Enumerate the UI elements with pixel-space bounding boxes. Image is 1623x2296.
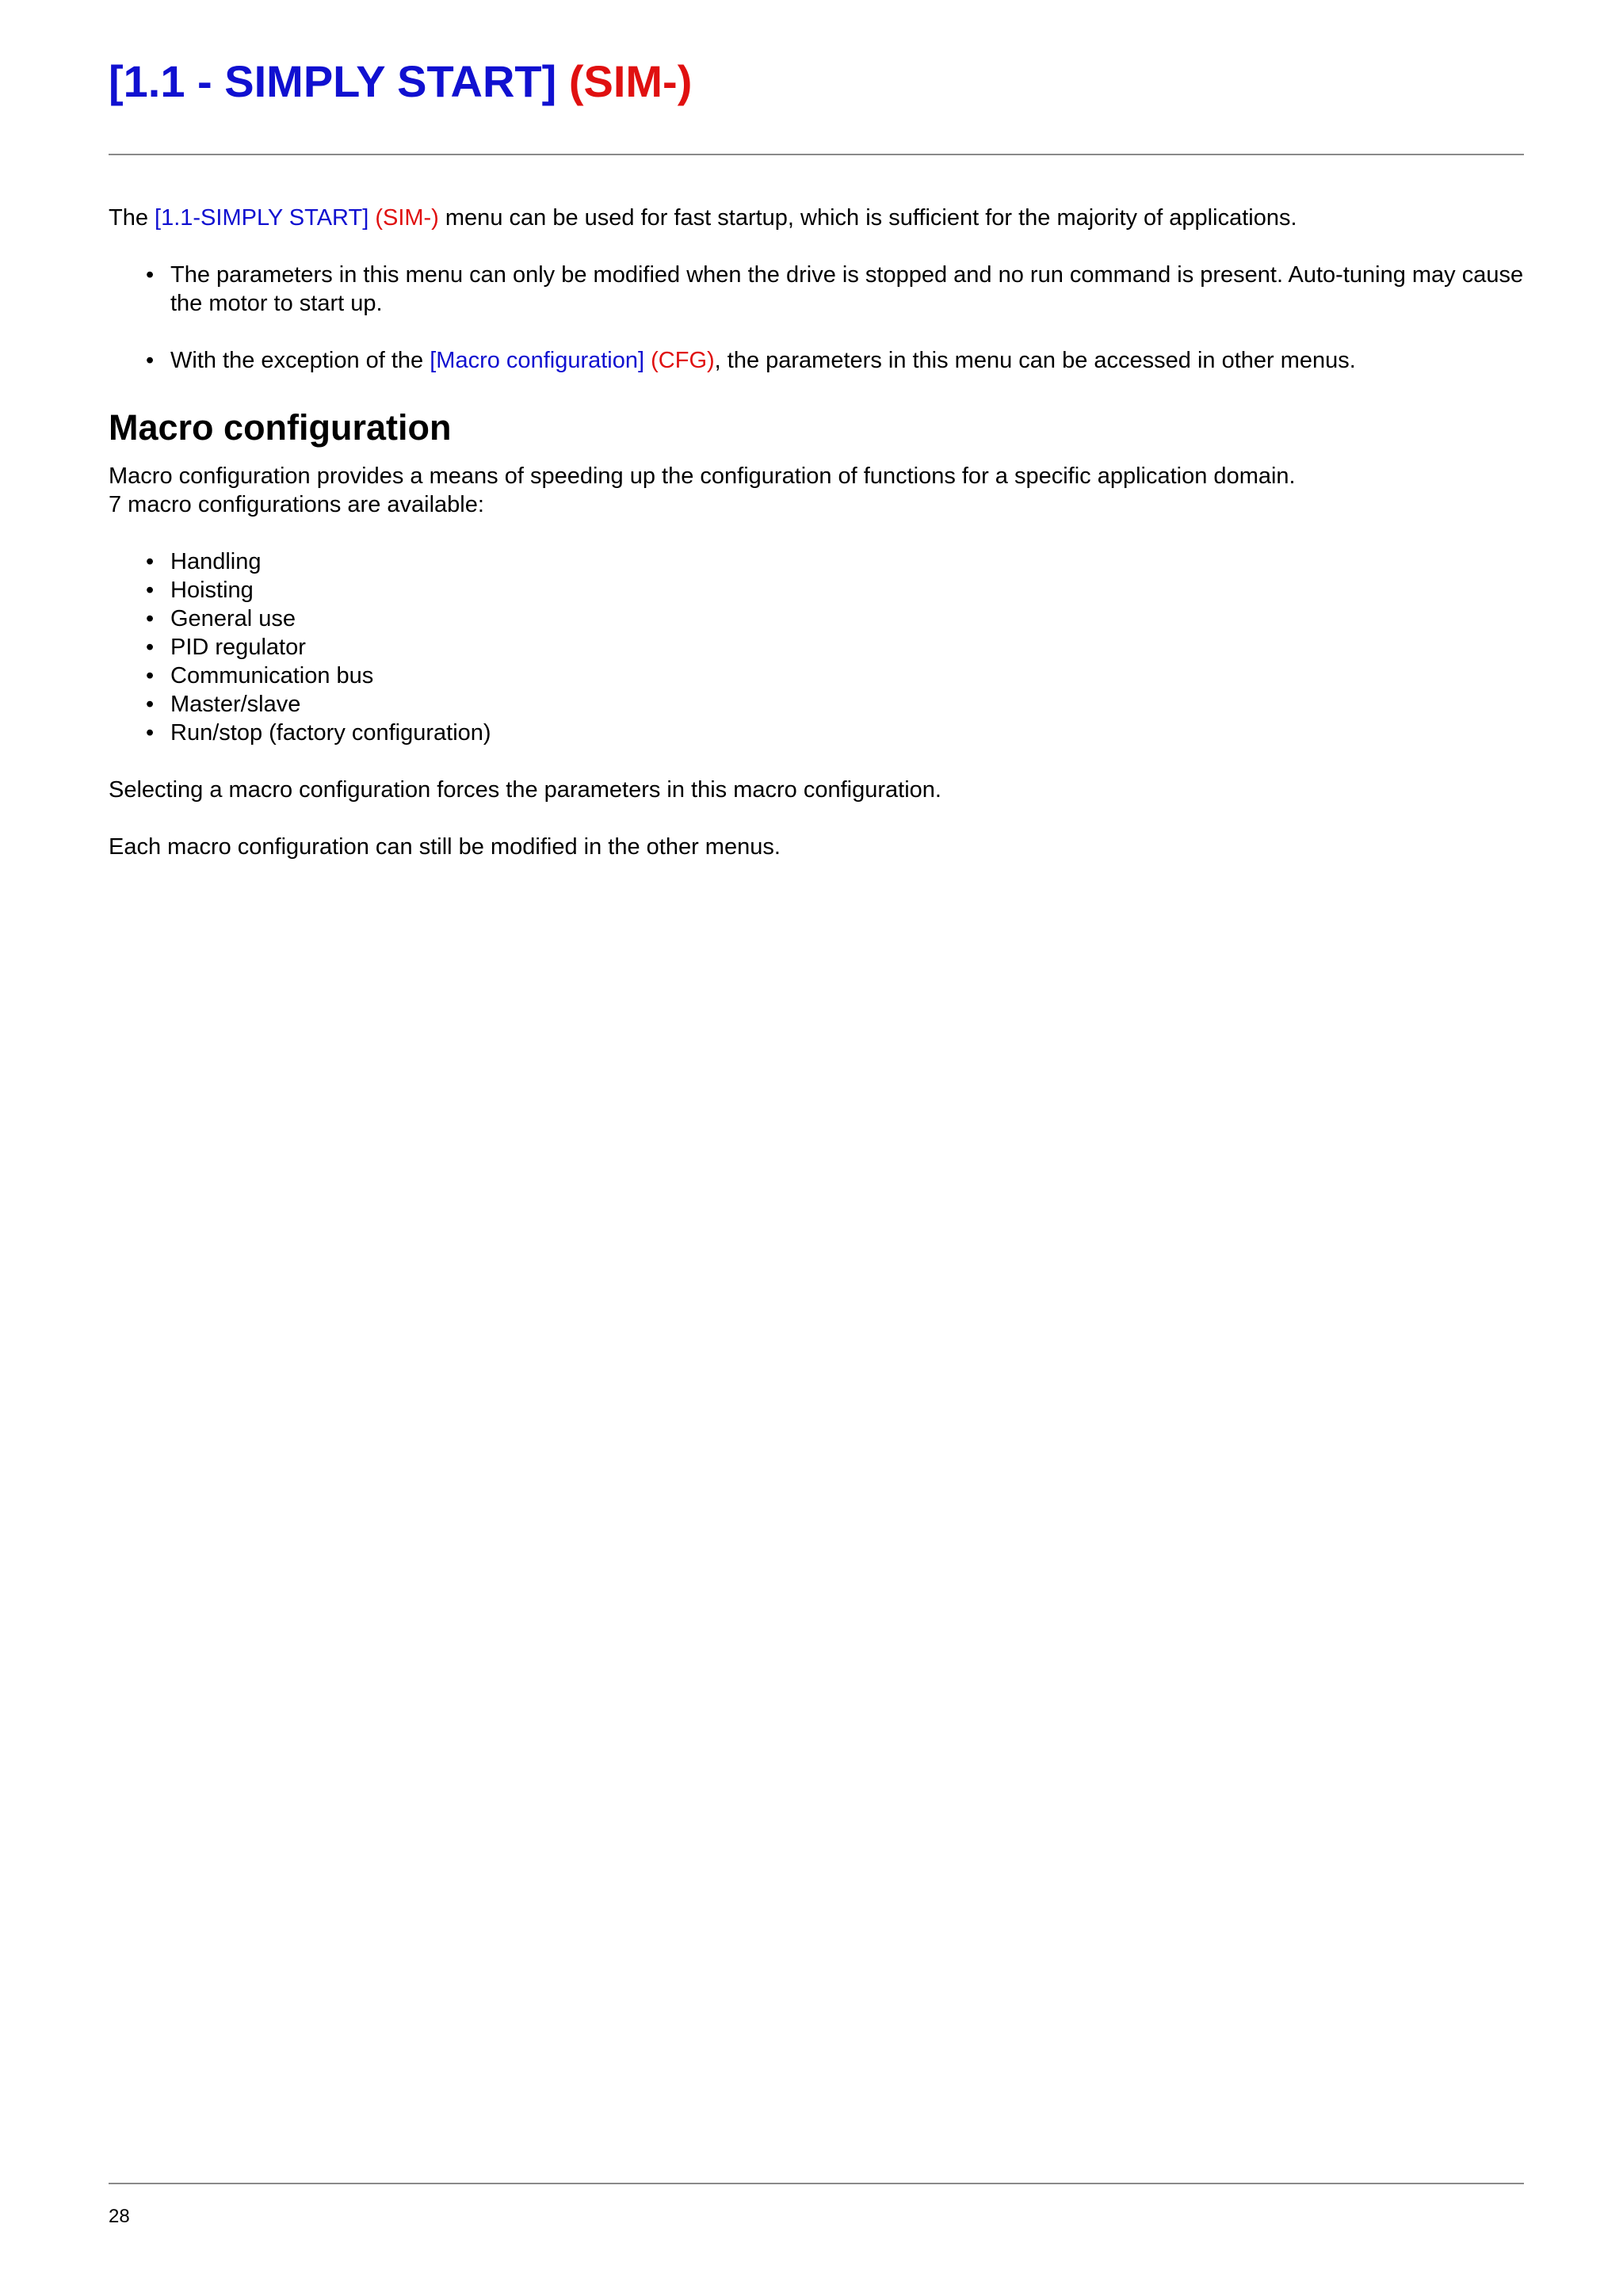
- page-content: [109, 204, 1524, 861]
- list-item: [109, 547, 1524, 576]
- bullet-glyph: •: [146, 635, 155, 660]
- page-title: [109, 54, 692, 109]
- section-description-line2: 7 macro configurations are available:: [109, 492, 484, 517]
- list-item: [109, 633, 1524, 662]
- note-param-code: (CFG): [651, 348, 715, 373]
- macro-list: [109, 547, 1524, 747]
- macro-item-label: PID regulator: [170, 635, 306, 660]
- list-item: [109, 605, 1524, 633]
- list-item: [109, 719, 1524, 747]
- page-title-menu: [1.1 - SIMPLY START]: [109, 56, 557, 106]
- note-modification-text: The parameters in this menu can only be modified when the drive is stopped and no run command is present. Auto-tuning may cause the motor to start up.: [170, 262, 1524, 316]
- macro-item-label: Communication bus: [170, 663, 374, 688]
- intro-prefix: The: [109, 205, 155, 231]
- header-divider: [109, 154, 1524, 155]
- forces-paragraph: Selecting a macro configuration forces the parameters in this macro configuration.: [109, 777, 941, 803]
- macro-item-label: Run/stop (factory configuration): [170, 720, 491, 746]
- bullet-glyph: •: [146, 549, 155, 574]
- bullet-glyph: •: [146, 663, 155, 688]
- note-param-name: [Macro configuration]: [430, 348, 645, 373]
- bullet-glyph: •: [146, 578, 155, 603]
- list-item: [109, 346, 1524, 375]
- footer-divider: [109, 2183, 1524, 2184]
- bullet-glyph: •: [146, 606, 155, 631]
- list-item: [109, 576, 1524, 605]
- macro-item-label: Hoisting: [170, 578, 254, 603]
- bullet-glyph: •: [146, 692, 155, 717]
- page-number: 28: [109, 2206, 130, 2227]
- page-title-code: (SIM-): [568, 56, 693, 106]
- list-item: [109, 662, 1524, 690]
- intro-menu-code: (SIM-): [375, 205, 439, 231]
- intro-paragraph: [109, 204, 1524, 232]
- macro-item-label: Handling: [170, 549, 262, 574]
- note-exception-suffix: , the parameters in this menu can be accessed in other menus.: [714, 348, 1356, 373]
- intro-menu-name: [1.1-SIMPLY START]: [155, 205, 369, 231]
- list-item: [109, 261, 1524, 318]
- macro-item-label: Master/slave: [170, 692, 301, 717]
- section-description-line1: Macro configuration provides a means of speeding up the configuration of functions for a specific application domain.: [109, 463, 1296, 489]
- bullet-glyph: •: [146, 348, 155, 373]
- notes-list: [109, 261, 1524, 375]
- note-exception-prefix: With the exception of the: [170, 348, 430, 373]
- list-item: [109, 690, 1524, 719]
- intro-suffix: menu can be used for fast startup, which is sufficient for the majority of applications.: [438, 205, 1297, 231]
- section-heading: Macro configuration: [109, 407, 452, 448]
- bullet-glyph: •: [146, 262, 155, 288]
- macro-item-label: General use: [170, 606, 296, 631]
- bullet-glyph: •: [146, 720, 155, 746]
- modify-paragraph: Each macro configuration can still be modified in the other menus.: [109, 834, 781, 860]
